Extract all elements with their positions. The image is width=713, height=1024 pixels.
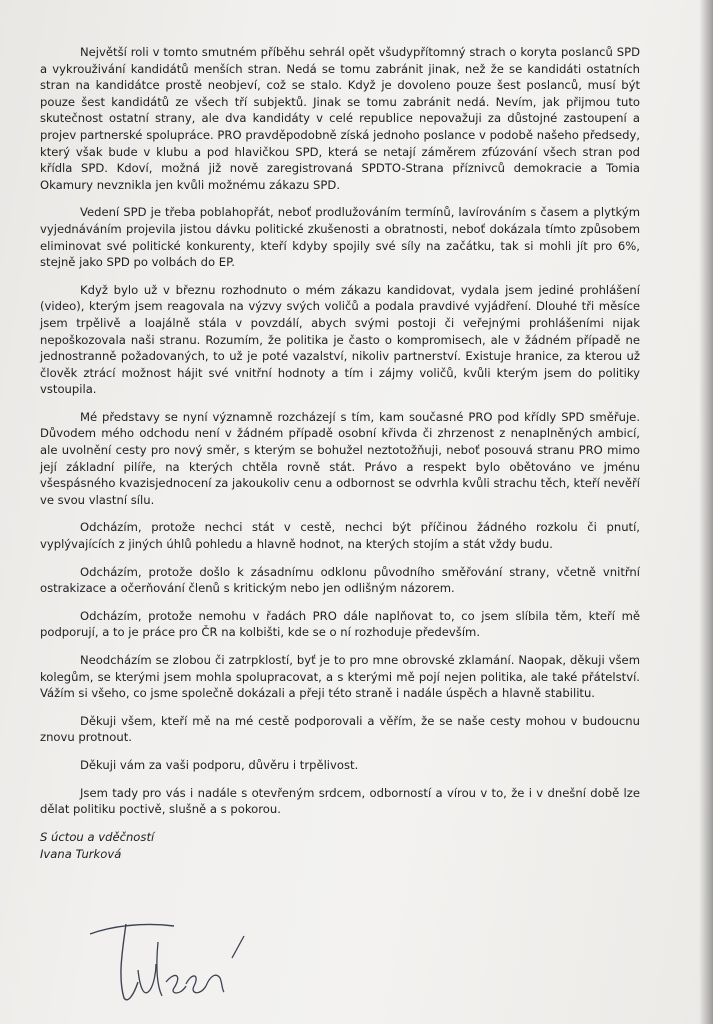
paragraph-vedeni-spd: Vedení SPD je třeba poblahopřát, neboť prodlužováním termínů, lavírováním s časem a plytkým vyjednáváním projevila jistou dávku politické zkušenosti a obratnosti, neboť dokázala tímto způsobem eliminovat své politické konkurenty, kteří kdyby spojily své síly na začátku, tak si mohli jít pro 6%, stejně jako SPD po volbách do EP. xyxy=(40,205,640,270)
paragraph-dekuji-vam: Děkuji vám za vaši podporu, důvěru i trpělivost. xyxy=(80,757,359,772)
paragraph-neodchazim: Neodcházím se zlobou či zatrpklostí, byť je to pro mne obrovské zklamání. Naopak, děkuji všem kolegům, se kterými jsem mohla spolupracovat, a s kterými mě pojí nejen politika, ale také přátelství. Vážím si všeho, co jsme společně dokázali a přeji této straně i nadále úspěch a hlavně stabilitu. xyxy=(40,653,640,701)
paragraph-odchazim-2: Odcházím, protože došlo k zásadnímu odklonu původního směřování strany, včetně vnitřní ostrakizace a očerňování členů s kritickým nebo jen odlišným názorem. xyxy=(40,564,640,596)
handwritten-signature xyxy=(82,912,252,1012)
paragraph-odchazim-1: Odcházím, protože nechci stát v cestě, nechci být příčinou žádného rozkolu či pnutí, vyplývajících z jiných úhlů pohledu a hlavně hodnot, na kterých stojím a stát vždy budu. xyxy=(40,520,640,552)
closing-block xyxy=(40,829,640,863)
paragraph-koryta: Největší roli v tomto smutném příběhu sehrál opět všudypřítomný strach o koryta poslanců SPD a vykrouživání kandidátů menších stran. Nedá se tomu zabránit jinak, než že se kandidáti ostatních stran na kandidátce prostě neobjeví, což se stalo. Když je dovoleno pouze šest poslanců, musí být pouze šest kandidátů ze všech tří subjektů. Jinak se tomu zabránit nedá. Nevím, jak přijmou tuto skutečnost ostatní strany, ale dva kandidáty v celé republice nepovažuji za důstojné zastoupení a projev partnerské spolupráce. PRO pravděpodobně získá jednoho poslance v podobě našeho předsedy, který však bude v klubu a pod hlavičkou SPD, která se netají záměrem zfúzování všech stran pod křídla SPD. Kdoví, možná již nově zaregistrovaná SPDTO-Strana příznivců demokracie a Tomia Okamury nevznikla jen kvůli možnému zákazu SPD. xyxy=(40,45,640,192)
page-edge-shadow xyxy=(699,0,713,1024)
author-name: Ivana Turková xyxy=(40,846,122,861)
paragraph-brezen: Když bylo už v březnu rozhodnuto o mém zákazu kandidovat, vydala jsem jediné prohlášení (video), kterým jsem reagovala na výzvy svých voličů a podala pravdivé vyjádření. Dlouhé tři měsíce jsem trpělivě a loajálně stála v povzdálí, abych svými postoji či veřejnými prohlášeními nijak nepoškozovala naši stranu. Rozumím, že politika je často o kompromisech, ale v žádném případě ne jednostranně požadovaných, to už je poté vazalství, nikoliv partnerství. Existuje hranice, za kterou už člověk ztrácí možnost hájit své vnitřní hodnoty a tím i zájmy voličů, kvůli kterým jsem do politiky vstoupila. xyxy=(40,282,640,397)
letter-body xyxy=(40,44,640,863)
paragraph-odchazim-3: Odcházím, protože nemohu v řadách PRO dále naplňovat to, co jsem slíbila těm, kteří mě podporují, a to je práce pro ČR na kolbišti, kde se o ní rozhoduje především. xyxy=(40,608,640,640)
paragraph-jsem-tady: Jsem tady pro vás i nadále s otevřeným srdcem, odborností a vírou v to, že i v dnešní době lze dělat politiku poctivě, slušně a s pokorou. xyxy=(40,785,640,817)
paragraph-dekuji-vsem: Děkuji všem, kteří mě na mé cestě podporovali a věřím, že se naše cesty mohou v budoucnu znovu protnout. xyxy=(40,713,640,745)
closing-salutation: S úctou a vděčností xyxy=(40,829,155,844)
paragraph-predstavy: Mé představy se nyní významně rozcházejí s tím, kam současné PRO pod křídly SPD směřuje. Důvodem mého odchodu není v žádném případě osobní křivda či zhrzenost z nenaplněných ambicí, ale uvolnění cesty pro nový směr, s kterým se bohužel neztotožňuji, neboť posouvá stranu PRO mimo její základní pilíře, na kterých chtěla rovně stát. Právo a respekt bylo obětováno ve jménu všespásného kvazisjednocení za jakoukoliv cenu a odbornost se odvrhla kvůli strachu těch, kteří nevěří ve svou vlastní sílu. xyxy=(40,409,640,507)
